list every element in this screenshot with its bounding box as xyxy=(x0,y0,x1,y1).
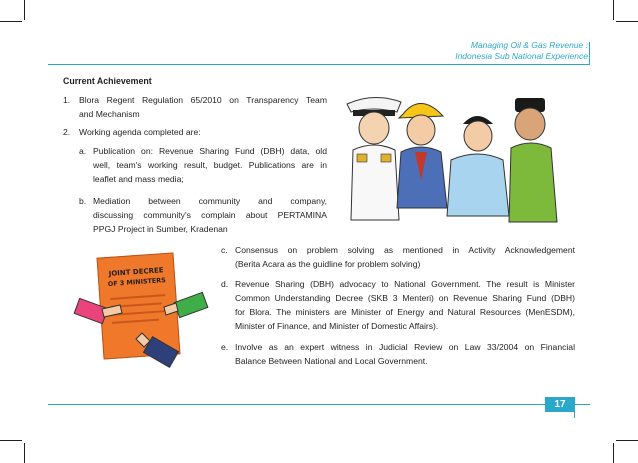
item-2-line-1: Working agenda completed are: xyxy=(79,127,201,137)
crop-mark xyxy=(613,443,614,463)
sub-item-d-line-1: Revenue Sharing (DBH) advocacy to National Government. The result is Minister xyxy=(235,279,575,289)
sub-item-c-line-2: (Berita Acara as the guidline for problem solving) xyxy=(235,259,421,269)
crop-mark xyxy=(0,21,22,22)
sub-item-a-line-2: well, team's working result, budget. Publications are in xyxy=(93,160,327,170)
sub-item-d-line-3: for Blora. The ministers are Minister of Energy and Natural Resources (MenESDM), xyxy=(235,307,575,317)
sub-item-b-line-3: PPGJ Project in Sumber, Kradenan xyxy=(93,224,228,234)
poster-title-line-1: JOINT DECREE xyxy=(108,266,164,278)
man-figure xyxy=(447,116,509,216)
item-number: 2. xyxy=(63,127,71,137)
officer-figure xyxy=(347,97,401,220)
sub-item-mark: b. xyxy=(79,196,87,206)
sub-item-a-line-1: Publication on: Revenue Sharing Fund (DBH) data, old xyxy=(93,146,327,156)
villager-figure xyxy=(509,98,557,222)
footer-rule-tick xyxy=(574,404,575,418)
item-1-line-1: Blora Regent Regulation 65/2010 on Transparency Team xyxy=(79,95,327,105)
header-rule-tick xyxy=(589,42,590,64)
sub-item-mark: a. xyxy=(79,146,87,156)
item-number: 1. xyxy=(63,95,71,105)
section-title: Current Achievement xyxy=(63,76,152,86)
running-header-title: Managing Oil & Gas Revenue : xyxy=(470,40,588,50)
four-people-illustration xyxy=(343,90,571,228)
sub-item-mark: d. xyxy=(221,279,229,289)
poster-title-line-2: OF 3 MINISTERS xyxy=(107,276,167,289)
running-header-subtitle: Indonesia Sub National Experience xyxy=(455,51,588,61)
crop-mark xyxy=(24,443,25,463)
sub-item-mark: e. xyxy=(221,342,229,352)
worker-figure xyxy=(397,103,447,208)
crop-mark xyxy=(24,0,25,20)
sub-item-mark: c. xyxy=(221,245,228,255)
sub-item-c-line-1: Consensus on problem solving as mentioned in Activity Acknowledgement xyxy=(235,245,575,255)
crop-mark xyxy=(616,21,638,22)
sub-item-b-line-2: discussing community's complain about PERTAMINA xyxy=(93,210,327,220)
sub-item-d-line-4: Minister of Finance, and Minister of Domestic Affairs). xyxy=(235,321,439,331)
sub-item-e-line-1: Involve as an expert witness in Judicial Review on Law 33/2004 on Financial xyxy=(235,342,575,352)
sub-item-b-line-1: Mediation between community and company, xyxy=(93,196,327,206)
crop-mark xyxy=(0,440,22,441)
footer-rule xyxy=(48,404,590,405)
item-1-line-2: and Mechanism xyxy=(79,109,140,119)
sub-item-e-line-2: Balance Between National and Local Government. xyxy=(235,356,428,366)
crop-mark xyxy=(613,0,614,20)
header-rule xyxy=(48,64,590,65)
page-number: 17 xyxy=(545,397,575,412)
crop-mark xyxy=(616,440,638,441)
sub-item-d-line-2: Common Understanding Decree (SKB 3 Menteri) on Revenue Sharing Fund (DBH) xyxy=(235,293,575,303)
sub-item-a-line-3: leaflet and mass media; xyxy=(93,174,184,184)
signing-hands-illustration xyxy=(72,275,212,375)
